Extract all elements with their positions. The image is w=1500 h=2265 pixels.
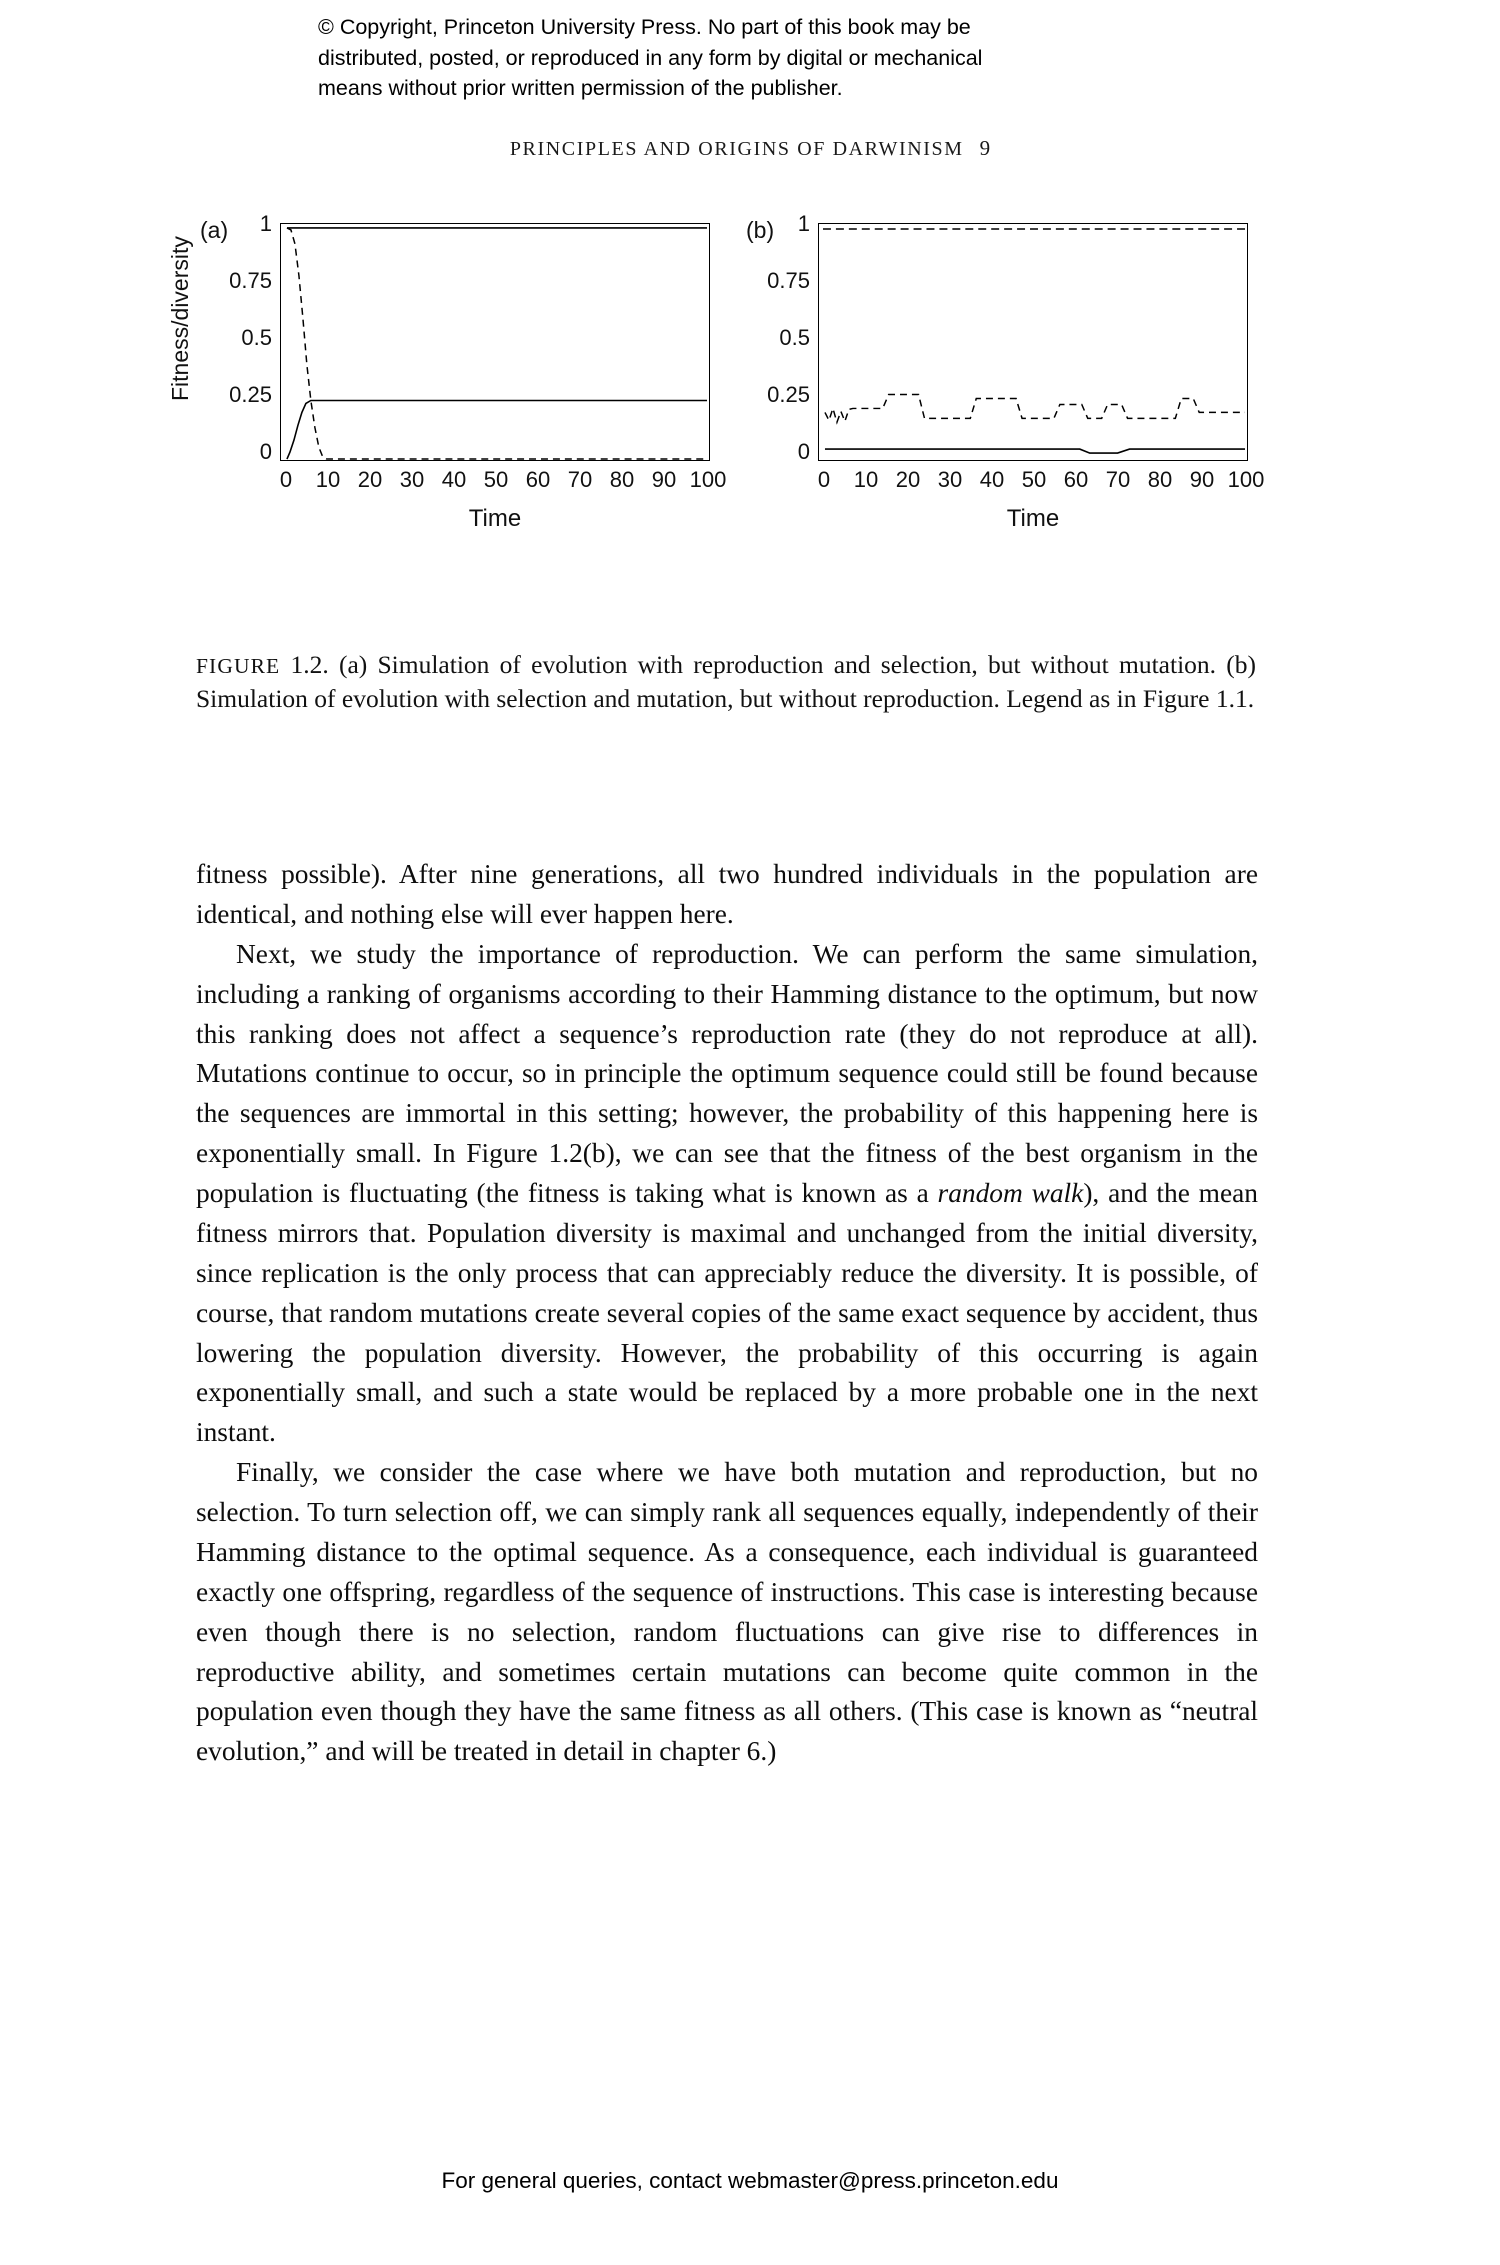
page-number: 9 — [979, 136, 991, 160]
x-tick-a-20: 20 — [357, 467, 383, 492]
x-tick-b-80: 80 — [1147, 467, 1173, 492]
y-tick-a-1: 1 — [259, 211, 272, 236]
x-tick-b-70: 70 — [1105, 467, 1131, 492]
caption-text: (a) Simulation of evolution with reproduction and selection, but without mutation. (b) Simulation of evolution with selection and mutation, but without reproduction. Legend as in Figure 1.1. — [196, 650, 1256, 713]
x-tick-b-30: 30 — [937, 467, 963, 492]
x-tick-a-60: 60 — [525, 467, 551, 492]
caption-number: 1.2. — [280, 650, 329, 679]
copyright-line-1: © Copyright, Princeton University Press. No part of this book may be — [318, 15, 971, 39]
footer-query-line — [0, 2168, 1500, 2194]
y-tick-a-0.75: 0.75 — [229, 268, 272, 293]
paragraph-2 — [196, 935, 1258, 1453]
x-axis-label-a: Time — [468, 505, 522, 532]
paragraph-2-part-1: Next, we study the importance of reproduction. We can perform the same simulation, including a ranking of organisms according to their Hamming distance to the optimum, but now this ranking does not affect a sequence’s reproduction rate (they do not reproduce at all). Mutations continue to occur, so in principle the optimum sequence could still be found because the sequences are immortal in this setting; however, the probability of this happening here is exponentially small. In Figure 1.2(b), we can see that the fitness of the best organism in the population is fluctuating (the fitness is taking what is known as a — [196, 938, 1258, 1208]
figure-1-2 — [167, 205, 1320, 625]
paragraph-1: fitness possible). After nine generations, all two hundred individuals in the population are identical, and nothing else will ever happen here. — [196, 859, 1258, 929]
series-diversity-a — [287, 228, 707, 459]
y-tick-a-0.5: 0.5 — [241, 325, 272, 350]
caption-label: FIGURE — [196, 654, 281, 678]
x-tick-b-20: 20 — [895, 467, 921, 492]
y-tick-b-0: 0 — [797, 439, 810, 464]
x-tick-b-40: 40 — [979, 467, 1005, 492]
y-tick-b-0.5: 0.5 — [779, 325, 810, 350]
y-tick-b-1: 1 — [797, 211, 810, 236]
body-text — [196, 855, 1258, 1772]
series-mean-fitness-a — [287, 401, 707, 460]
x-tick-b-10: 10 — [853, 467, 879, 492]
chart-panel-b — [818, 223, 1248, 461]
x-tick-a-10: 10 — [315, 467, 341, 492]
series-best-fitness-b — [825, 395, 1245, 423]
y-tick-a-0: 0 — [259, 439, 272, 464]
chart-panel-a — [280, 223, 710, 461]
copyright-notice — [318, 12, 1178, 104]
x-tick-a-30: 30 — [399, 467, 425, 492]
x-tick-a-40: 40 — [441, 467, 467, 492]
series-mean-fitness-b — [825, 449, 1245, 453]
y-tick-b-0.75: 0.75 — [767, 268, 810, 293]
chart-b-svg — [819, 224, 1247, 460]
panel-label-b: (b) — [746, 217, 775, 243]
x-tick-a-0: 0 — [279, 467, 293, 492]
x-tick-a-70: 70 — [567, 467, 593, 492]
y-tick-a-0.25: 0.25 — [229, 382, 272, 407]
x-tick-b-100: 100 — [1227, 467, 1265, 492]
y-axis-label: Fitness/diversity — [167, 236, 193, 401]
paragraph-2-emphasis: random walk — [937, 1178, 1084, 1208]
x-tick-a-80: 80 — [609, 467, 635, 492]
running-head-title: PRINCIPLES AND ORIGINS OF DARWINISM — [509, 138, 964, 160]
chart-a-svg — [281, 224, 709, 460]
x-tick-b-50: 50 — [1021, 467, 1047, 492]
figure-caption — [196, 648, 1256, 716]
panel-label-a: (a) — [200, 217, 229, 243]
copyright-line-3: means without prior written permission of the publisher. — [318, 76, 843, 101]
footer-text: For general queries, contact webmaster@press.princeton.edu — [441, 2168, 1059, 2193]
x-axis-label-b: Time — [1006, 505, 1060, 532]
paragraph-2-part-2: ), and the mean fitness mirrors that. Population diversity is maximal and unchanged from the initial diversity, since replication is the only process that can appreciably reduce the diversity. It is possible, of course, that random mutations create several copies of the same exact sequence by accident, thus lowering the population diversity. However, the probability of this occurring is again exponentially small, and such a state would be replaced by a more probable one in the next instant. — [196, 1178, 1259, 1448]
copyright-line-2: distributed, posted, or reproduced in any form by digital or mechanical — [318, 45, 983, 70]
paragraph-3: Finally, we consider the case where we have both mutation and reproduction, but no selection. To turn selection off, we can simply rank all sequences equally, independently of their Hamming distance to the optimal sequence. As a consequence, each individual is guaranteed exactly one offspring, regardless of the sequence of instructions. This case is interesting because even though there is no selection, random fluctuations can give rise to differences in reproductive ability, and sometimes certain mutations can become quite common in the population even though they have the same fitness as all others. (This case is known as “neutral evolution,” and will be treated in detail in chapter 6.) — [196, 1457, 1258, 1767]
x-tick-b-0: 0 — [817, 467, 831, 492]
y-tick-b-0.25: 0.25 — [767, 382, 810, 407]
x-tick-a-100: 100 — [689, 467, 727, 492]
x-tick-b-90: 90 — [1189, 467, 1215, 492]
x-tick-a-90: 90 — [651, 467, 677, 492]
x-tick-b-60: 60 — [1063, 467, 1089, 492]
x-tick-a-50: 50 — [483, 467, 509, 492]
running-head — [0, 136, 1500, 161]
